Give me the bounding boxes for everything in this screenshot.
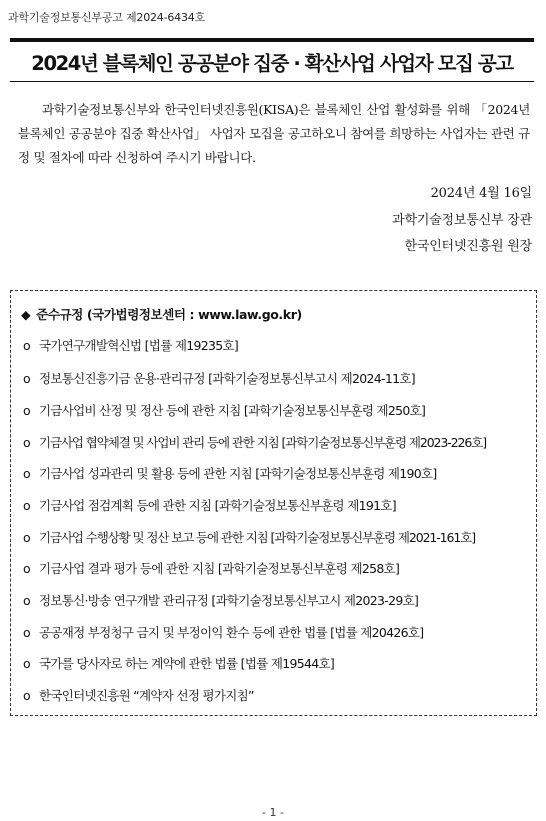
bullet-icon: o [23, 498, 30, 513]
regulation-text: 국가를 당사자로 하는 계약에 관한 법률 [법률 제19544호] [39, 656, 335, 671]
bullet-icon: o [23, 625, 30, 640]
regulation-item [23, 336, 238, 354]
regulation-item [23, 496, 396, 514]
regulation-text: 한국인터넷진흥원 “계약자 선정 평가지침” [39, 688, 254, 703]
regulation-item [23, 433, 486, 451]
regulation-text: 공공재정 부정청구 금지 및 부정이익 환수 등에 관한 법률 [법률 제20426호] [39, 625, 424, 640]
regulation-item [23, 401, 425, 419]
signatory-ministry: 과학기술정보통신부 장관 [392, 213, 532, 228]
page-title: 2024년 블록체인 공공분야 집중 · 확산사업 사업자 모집 공고 [31, 51, 513, 75]
regulation-item [23, 464, 437, 482]
regulation-text: 정보통신진흥기금 운용·관리규정 [과학기술정보통신부고시 제2024-11호] [39, 371, 415, 386]
regulation-item [23, 559, 399, 577]
regulation-text: 기금사업 성과관리 및 활용 등에 관한 지침 [과학기술정보통신부훈령 제190호] [39, 466, 437, 481]
regulation-text: 국가연구개발혁신법 [법률 제19235호] [39, 338, 239, 353]
regulation-text: 기금사업 결과 평가 등에 관한 지침 [과학기술정보통신부훈령 제258호] [39, 561, 400, 576]
regulation-text: 기금사업 수행상황 및 정산 보고 등에 관한 지침 [과학기술정보통신부훈령 제2021-161호] [39, 530, 475, 545]
bullet-icon: o [23, 656, 30, 671]
regulation-text: 기금사업비 산정 및 정산 등에 관한 지침 [과학기술정보통신부훈령 제250호] [39, 403, 426, 418]
bullet-icon: o [23, 593, 30, 608]
diamond-bullet-icon: ◆ [21, 307, 31, 322]
regulation-text: 정보통신·방송 연구개발 관리규정 [과학기술정보통신부고시 제2023-29호] [39, 593, 419, 608]
notice-number: 과학기술정보통신부공고 제2024-6434호 [8, 11, 205, 24]
regulation-item [23, 623, 423, 641]
regulations-heading-text: 준수규정 (국가법령정보센터 : www.law.go.kr) [36, 307, 302, 322]
regulation-item [23, 686, 254, 704]
regulation-item [23, 369, 415, 387]
bullet-icon: o [23, 561, 30, 576]
regulation-text: 기금사업 점검계획 등에 관한 지침 [과학기술정보통신부훈령 제191호] [39, 498, 396, 513]
regulation-item [23, 654, 334, 672]
regulation-item [23, 591, 418, 609]
regulations-heading [21, 305, 302, 323]
page-number: - 1 - [262, 806, 284, 819]
regulations-box [10, 290, 537, 716]
title-box [10, 38, 534, 82]
regulation-item [23, 528, 475, 546]
bullet-icon: o [23, 435, 30, 450]
bullet-icon: o [23, 466, 30, 481]
regulation-text: 기금사업 협약체결 및 사업비 관리 등에 관한 지침 [과학기술정보통신부훈령 제2023-226호] [39, 435, 486, 450]
bullet-icon: o [23, 371, 30, 386]
announcement-date: 2024년 4월 16일 [430, 186, 532, 201]
bullet-icon: o [23, 403, 30, 418]
bullet-icon: o [23, 338, 30, 353]
signatory-kisa: 한국인터넷진흥원 원장 [404, 239, 532, 254]
intro-paragraph: 과학기술정보통신부와 한국인터넷진흥원(KISA)은 블록체인 산업 활성화를 위해 「2024년 블록체인 공공분야 집중 확산사업」 사업자 모집을 공고하오니 참여를 희망하는 사업자는 관련 규정 및 절차에 따라 신청하여 주시기 바랍니다. [18, 102, 530, 165]
bullet-icon: o [23, 688, 30, 703]
bullet-icon: o [23, 530, 30, 545]
